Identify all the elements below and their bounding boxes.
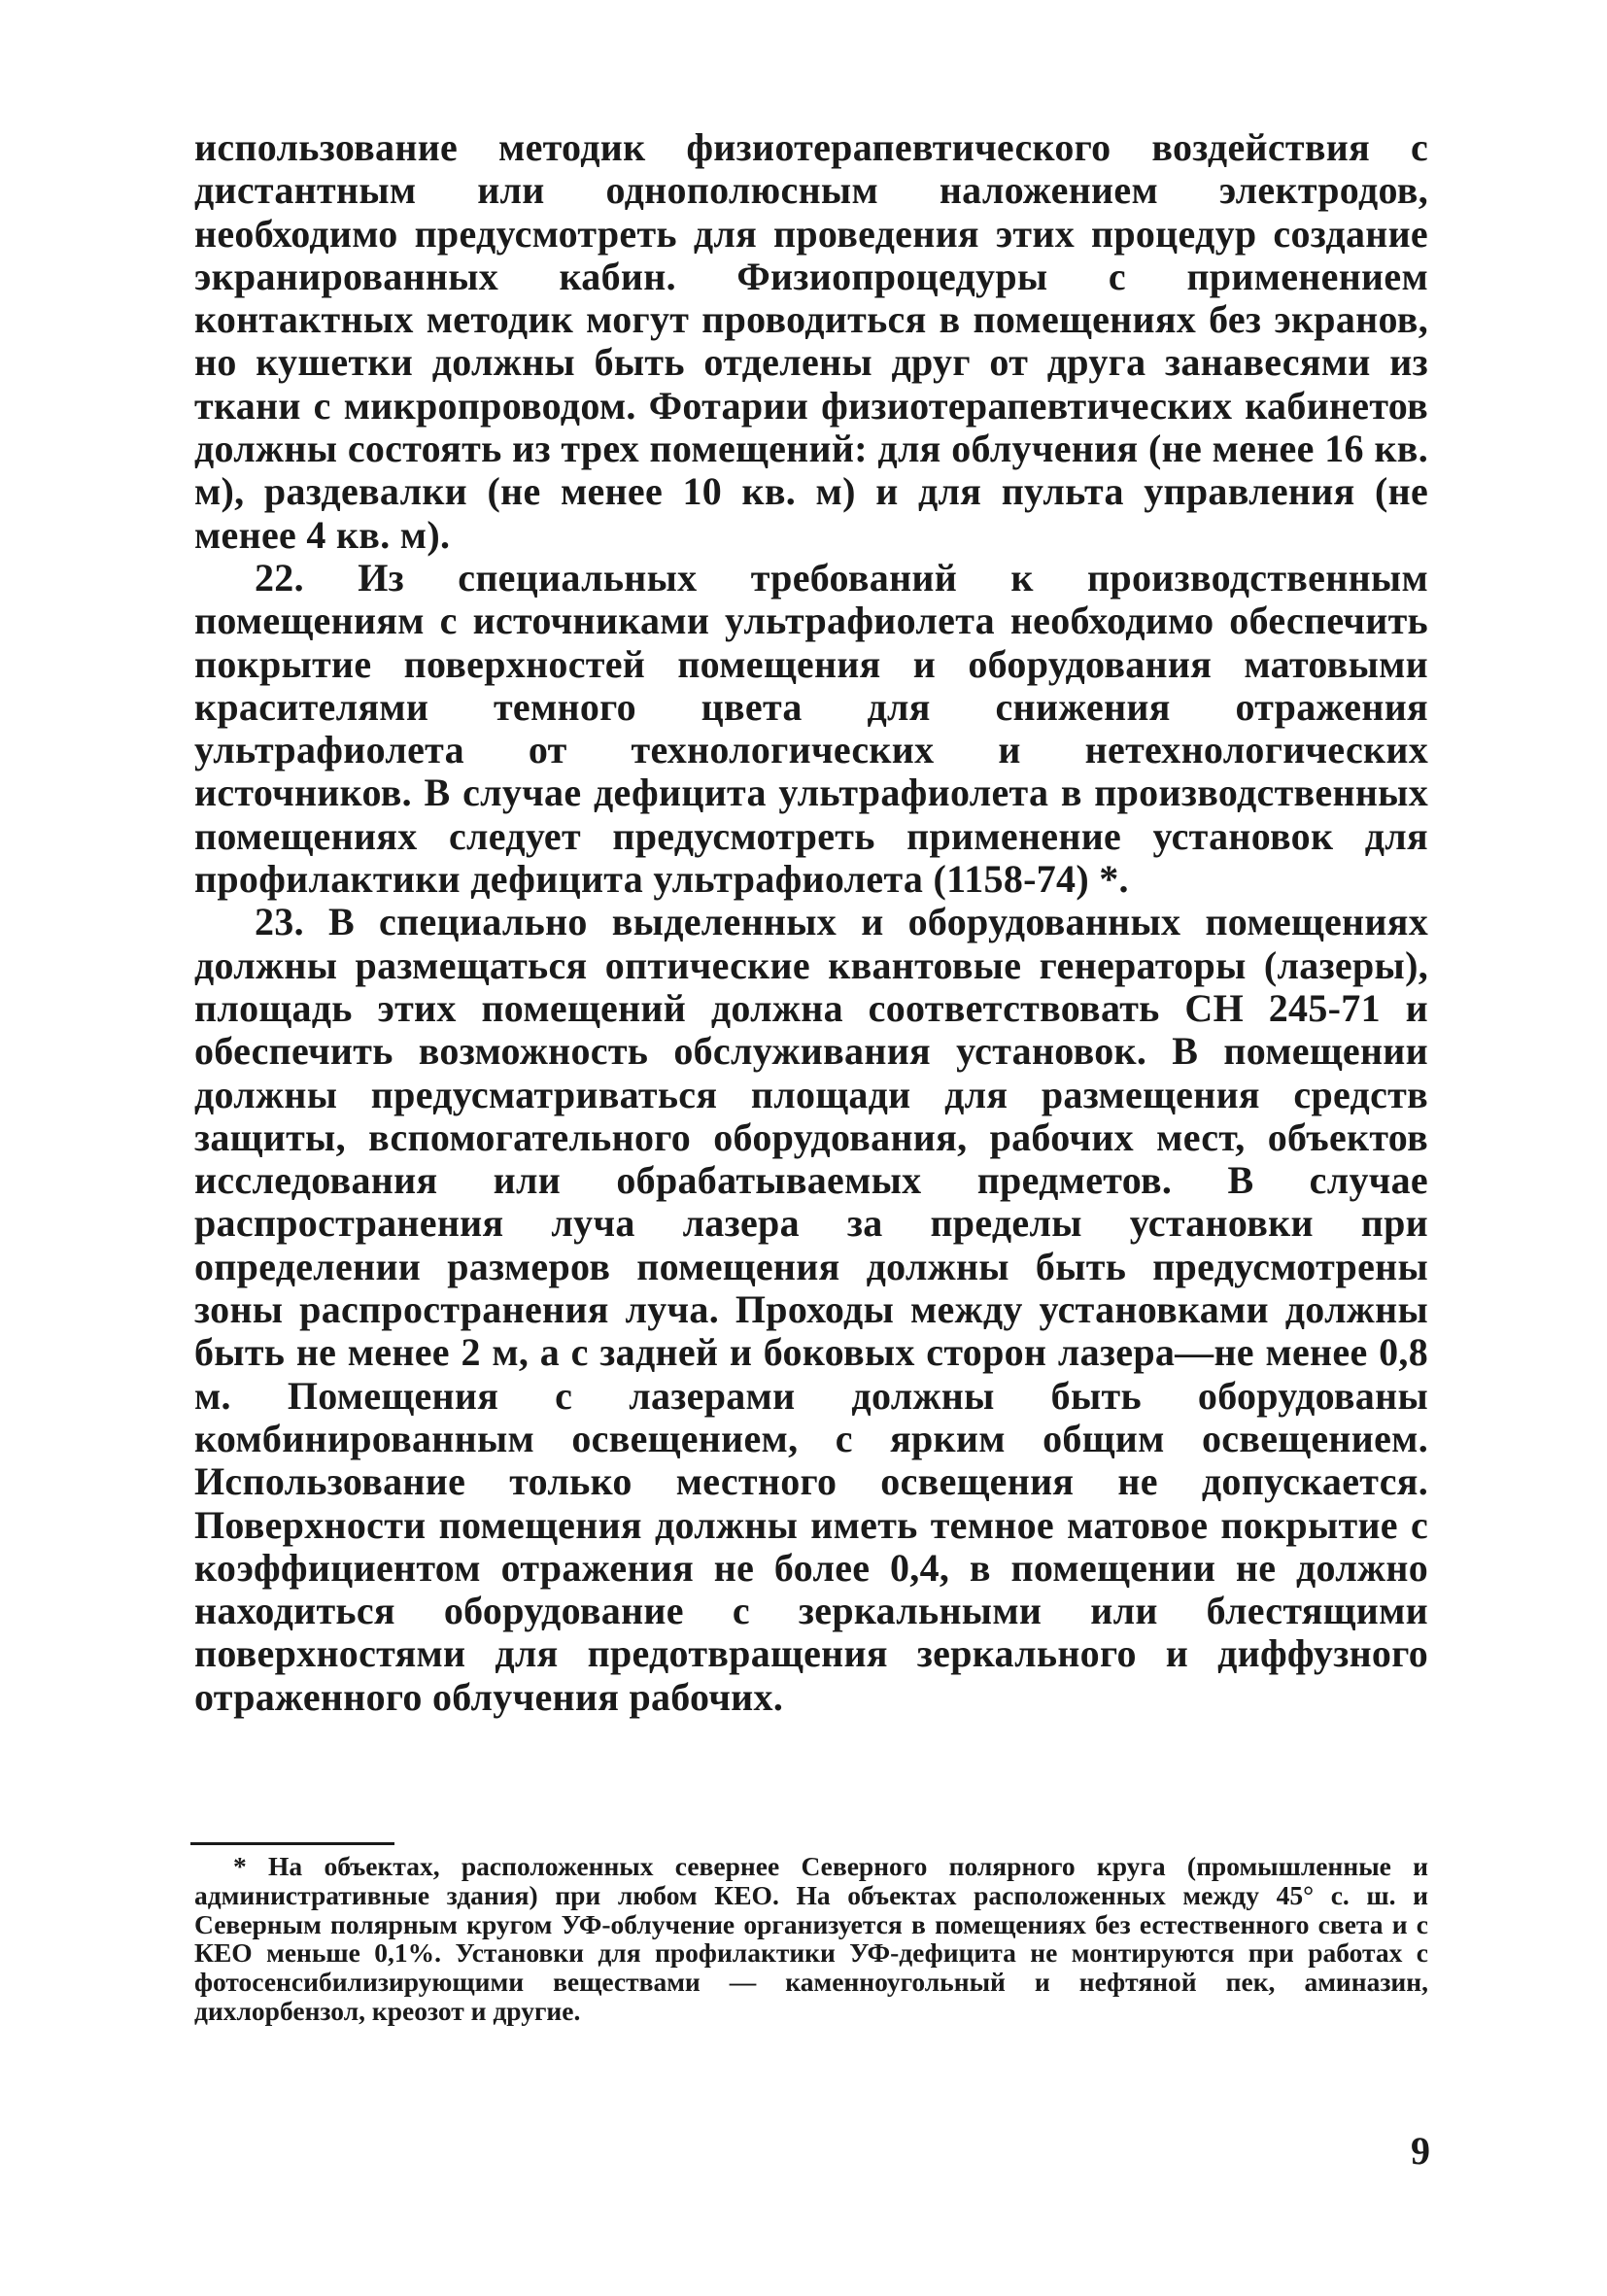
footnote-divider xyxy=(190,1842,394,1845)
body-text xyxy=(194,126,1428,1719)
footnote-text: * На объектах, расположенных севернее Северного полярного круга (промышленные и административные здания) при любом КЕО. На объектах расположенных между 45° с. ш. и Северным полярным кругом УФ-облучение организуется в помещениях без естественного света и с КЕО меньше 0,1%. Установки для профилактики УФ-дефицита не монтируются при работах с фотосенсибилизирующими веществами — каменноугольный и нефтяной пек, аминазин, дихлорбензол, креозот и другие. xyxy=(194,1851,1428,2026)
page-number: 9 xyxy=(1411,2129,1430,2173)
footnote xyxy=(194,1852,1428,2026)
paragraph-intro: использование методик физиотерапевтического воздействия с дистантным или однополюсным наложением электродов, необходимо предусмотреть для проведения этих процедур создание экранированных кабин. Физиопроцедуры с применением контактных методик могут проводиться в помещениях без экранов, но кушетки должны быть отделены друг от друга занавесями из ткани с микропроводом. Фотарии физиотерапевтических кабинетов должны состоять из трех помещений: для облучения (не менее 16 кв. м), раздевалки (не менее 10 кв. м) и для пульта управления (не менее 4 кв. м). xyxy=(194,125,1428,557)
paragraph-23: 23. В специально выделенных и оборудованных помещениях должны размещаться оптические квантовые генераторы (лазеры), площадь этих помещений должна соответствовать СН 245-71 и обеспечить возможность обслуживания установок. В помещении должны предусматриваться площади для размещения средств защиты, вспомогательного оборудования, рабочих мест, объектов исследования или обрабатываемых предметов. В случае распространения луча лазера за пределы установки при определении размеров помещения должны быть предусмотрены зоны распространения луча. Проходы между установками должны быть не менее 2 м, а с задней и боковых сторон лазера—не менее 0,8 м. Помещения с лазерами должны быть оборудованы комбинированным освещением, с ярким общим освещением. Использование только местного освещения не допускается. Поверхности помещения должны иметь темное матовое покрытие с коэффициентом отражения не более 0,4, в помещении не должно находиться оборудование с зеркальными или блестящими поверхностями для предотвращения зеркального и диффузного отраженного облучения рабочих. xyxy=(194,900,1428,1719)
paragraph-22: 22. Из специальных требований к производственным помещениям с источниками ультрафиолета необходимо обеспечить покрытие поверхностей помещения и оборудования матовыми красителями темного цвета для снижения отражения ультрафиолета от технологических и нетехнологических источников. В случае дефицита ультрафиолета в производственных помещениях следует предусмотреть применение установок для профилактики дефицита ультрафиолета (1158-74) *. xyxy=(194,555,1428,902)
